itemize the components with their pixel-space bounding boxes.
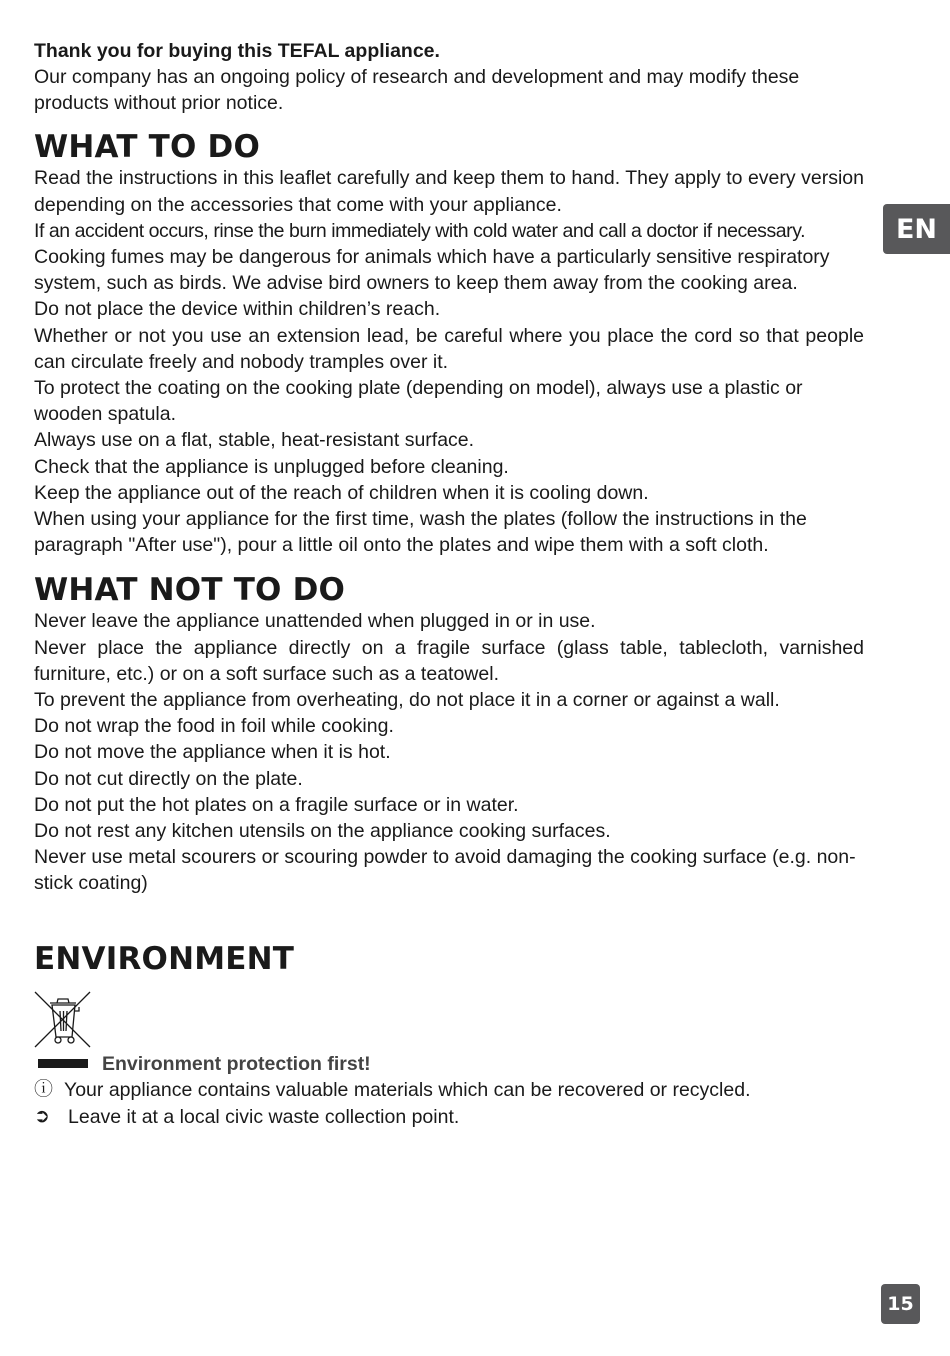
list-item: Do not cut directly on the plate. <box>34 767 303 790</box>
crossed-out-wheelie-bin-icon <box>34 991 92 1049</box>
black-bar <box>38 1059 88 1068</box>
list-item: When using your appliance for the first time, wash the plates (follow the instructions in the paragraph "After use"), pour a little oil onto the plates and wipe them with a soft cloth. <box>34 508 807 557</box>
list-item: Never use metal scourers or scouring powder to avoid damaging the cooking surface (e.g. non-stick coating) <box>34 846 856 895</box>
list-item: Read the instructions in this leaflet carefully and keep them to hand. They apply to every version depending on the accessories that come with your appliance. <box>34 167 864 216</box>
collection-point-row <box>34 1104 864 1130</box>
list-item: Keep the appliance out of the reach of children when it is cooling down. <box>34 481 649 504</box>
manual-page <box>34 38 864 1130</box>
info-icon: ⓘ <box>34 1079 54 1101</box>
page-number: 15 <box>881 1284 920 1324</box>
environment-protection-row <box>34 1051 864 1077</box>
collection-point-text: Leave it at a local civic waste collection point. <box>68 1105 460 1128</box>
what-not-to-do-list <box>34 608 864 896</box>
environment-heading: ENVIRONMENT <box>34 940 295 977</box>
list-item: To protect the coating on the cooking plate (depending on model), always use a plastic or wooden spatula. <box>34 377 803 426</box>
intro-text: Our company has an ongoing policy of research and development and may modify these products without prior notice. <box>34 66 800 115</box>
list-item: Do not put the hot plates on a fragile surface or in water. <box>34 793 519 816</box>
what-to-do-heading: WHAT TO DO <box>34 129 261 166</box>
list-item: Do not place the device within children’s reach. <box>34 298 441 321</box>
what-not-to-do-heading: WHAT NOT TO DO <box>34 572 346 609</box>
list-item: Do not wrap the food in foil while cooking. <box>34 715 394 738</box>
list-item: To prevent the appliance from overheating, do not place it in a corner or against a wall. <box>34 689 780 712</box>
list-item: Never place the appliance directly on a fragile surface (glass table, tablecloth, varnished furniture, etc.) or on a soft surface such as a teatowel. <box>34 636 864 685</box>
recycle-info-row <box>34 1077 864 1103</box>
intro-heading: Thank you for buying this TEFAL appliance. <box>34 40 440 62</box>
list-item: Do not move the appliance when it is hot. <box>34 741 391 764</box>
list-item: If an accident occurs, rinse the burn immediately with cold water and call a doctor if necessary. <box>34 219 806 242</box>
what-to-do-list <box>34 165 864 558</box>
recycle-info-text: Your appliance contains valuable materials which can be recovered or recycled. <box>64 1079 751 1102</box>
list-item: Cooking fumes may be dangerous for animals which have a particularly sensitive respiratory system, such as birds. We advise bird owners to keep them away from the cooking area. <box>34 246 830 295</box>
list-item: Do not rest any kitchen utensils on the appliance cooking surfaces. <box>34 820 611 843</box>
language-tab: EN <box>883 204 950 254</box>
list-item: Whether or not you use an extension lead, be careful where you place the cord so that people can circulate freely and nobody tramples over it. <box>34 324 864 373</box>
environment-protection-title: Environment protection first! <box>102 1052 371 1075</box>
list-item: Never leave the appliance unattended when plugged in or in use. <box>34 610 596 633</box>
list-item: Always use on a flat, stable, heat-resistant surface. <box>34 429 475 452</box>
list-item: Check that the appliance is unplugged before cleaning. <box>34 455 509 478</box>
arrow-icon: ➲ <box>34 1105 50 1127</box>
